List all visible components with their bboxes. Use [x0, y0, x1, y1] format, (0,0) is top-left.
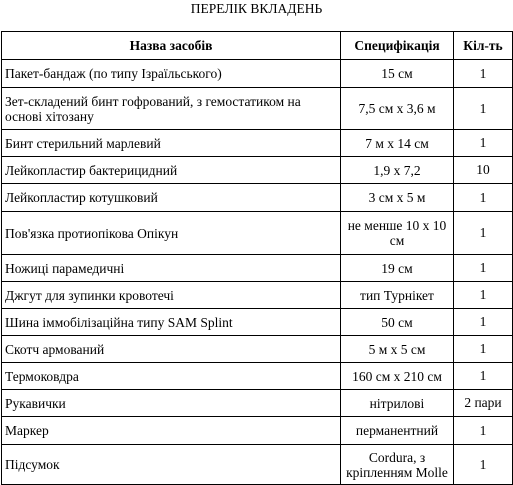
item-name: Зет-складений бинт гофрований, з гемостатиком на основі хітозану — [2, 88, 341, 130]
header-name: Назва засобів — [2, 32, 341, 60]
item-spec: тип Турнікет — [341, 282, 454, 309]
item-qty: 10 — [454, 157, 513, 184]
table-row — [2, 60, 513, 88]
item-qty: 1 — [454, 255, 513, 282]
item-spec: 7,5 см х 3,6 м — [341, 88, 454, 130]
header-spec: Специфікація — [341, 32, 454, 60]
table-row — [2, 255, 513, 282]
item-spec: не менше 10 х 10 см — [341, 212, 454, 255]
table-row — [2, 417, 513, 445]
item-qty: 1 — [454, 212, 513, 255]
table-row — [2, 157, 513, 184]
table-row — [2, 309, 513, 336]
item-qty: 1 — [454, 88, 513, 130]
table-row — [2, 88, 513, 130]
table-row — [2, 282, 513, 309]
table-row — [2, 212, 513, 255]
item-spec: нітрилові — [341, 390, 454, 417]
item-name: Джгут для зупинки кровотечі — [2, 282, 341, 309]
item-qty: 1 — [454, 445, 513, 485]
item-qty: 2 пари — [454, 390, 513, 417]
header-qty: Кіл-ть — [454, 32, 513, 60]
item-name: Скотч армований — [2, 336, 341, 363]
item-name: Маркер — [2, 417, 341, 445]
item-name: Бинт стерильний марлевий — [2, 130, 341, 157]
item-name: Лейкопластир котушковий — [2, 184, 341, 212]
item-qty: 1 — [454, 417, 513, 445]
item-spec: 5 м х 5 см — [341, 336, 454, 363]
table-row — [2, 363, 513, 390]
table-row — [2, 390, 513, 417]
item-spec: перманентний — [341, 417, 454, 445]
item-spec: Cordura, з кріпленням Molle — [341, 445, 454, 485]
item-qty: 1 — [454, 309, 513, 336]
item-qty: 1 — [454, 336, 513, 363]
item-spec: 50 см — [341, 309, 454, 336]
item-qty: 1 — [454, 363, 513, 390]
item-name: Шина іммобілізаційна типу SAM Splint — [2, 309, 341, 336]
table-row — [2, 184, 513, 212]
item-spec: 3 см х 5 м — [341, 184, 454, 212]
table-row — [2, 130, 513, 157]
item-spec: 7 м х 14 см — [341, 130, 454, 157]
item-spec: 19 см — [341, 255, 454, 282]
item-spec: 1,9 х 7,2 — [341, 157, 454, 184]
contents-table — [1, 31, 513, 485]
item-spec: 15 см — [341, 60, 454, 88]
item-name: Пов'язка протиопікова Опікун — [2, 212, 341, 255]
table-row — [2, 445, 513, 485]
item-name: Лейкопластир бактерицидний — [2, 157, 341, 184]
item-qty: 1 — [454, 130, 513, 157]
item-name: Ножиці парамедичні — [2, 255, 341, 282]
item-name: Пакет-бандаж (по типу Ізраїльського) — [2, 60, 341, 88]
table-header-row — [2, 32, 513, 60]
item-spec: 160 см х 210 см — [341, 363, 454, 390]
item-qty: 1 — [454, 60, 513, 88]
item-qty: 1 — [454, 184, 513, 212]
item-name: Термоковдра — [2, 363, 341, 390]
document-title: ПЕРЕЛІК ВКЛАДЕНЬ — [190, 1, 323, 16]
table-row — [2, 336, 513, 363]
item-name: Рукавички — [2, 390, 341, 417]
item-qty: 1 — [454, 282, 513, 309]
item-name: Підсумок — [2, 445, 341, 485]
